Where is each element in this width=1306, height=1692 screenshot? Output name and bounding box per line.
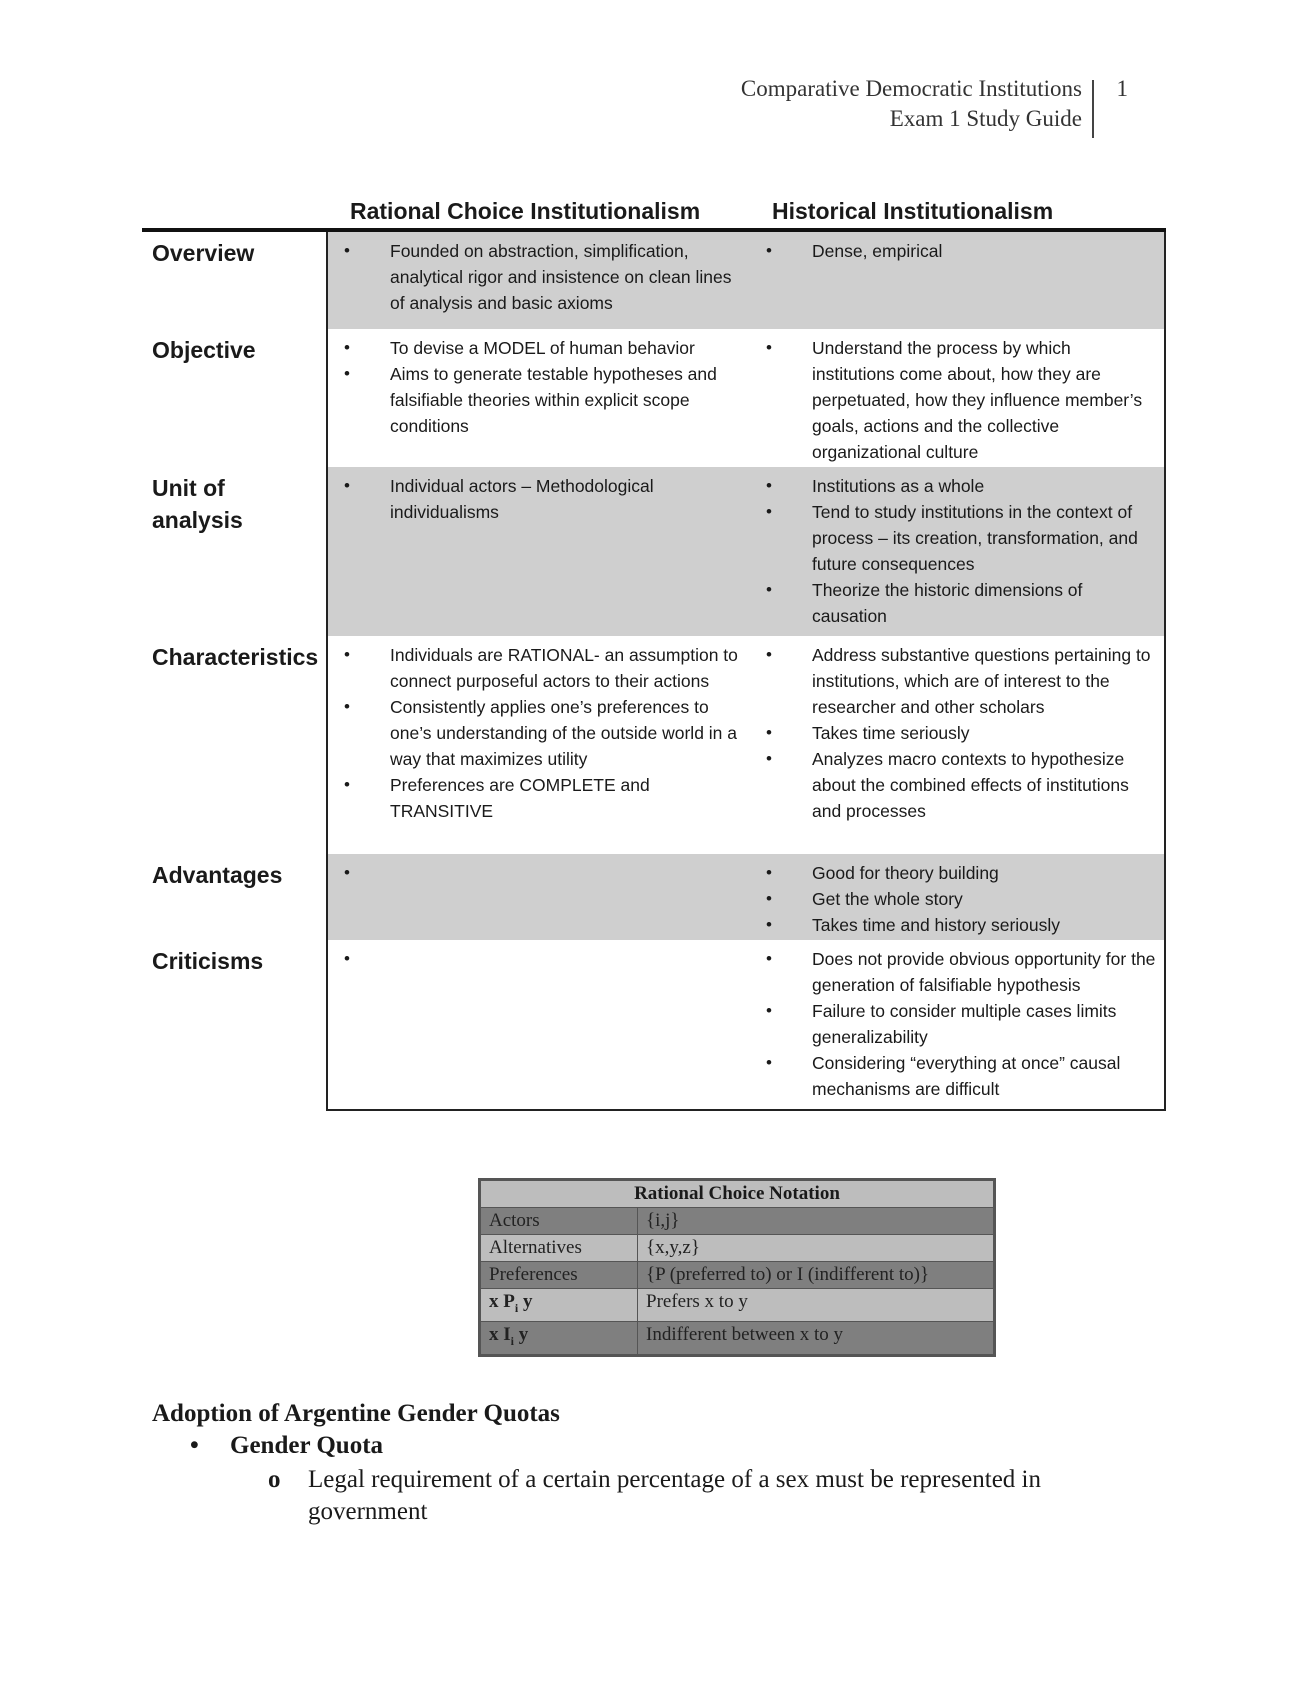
row-cells (326, 854, 1166, 940)
bullet-marker: • (766, 889, 772, 908)
row-label: Characteristics (142, 636, 326, 854)
bullet-item (750, 720, 1164, 746)
bullet-text: Preferences are COMPLETE and TRANSITIVE (390, 775, 650, 821)
bullet-item (328, 772, 750, 824)
notation-key-subscript: i (514, 1300, 519, 1315)
notation-title: Rational Choice Notation (481, 1181, 994, 1208)
bullet-text: Takes time seriously (812, 723, 970, 743)
row-label: Overview (142, 232, 326, 329)
bullet-marker: • (344, 775, 350, 794)
bullet-item (750, 642, 1164, 720)
bullet-marker: • (344, 338, 350, 357)
bullet-marker: • (766, 949, 772, 968)
cell-historical (750, 854, 1164, 940)
bullet-list (750, 238, 1164, 264)
row-cells (326, 467, 1166, 636)
bullet-text: Get the whole story (812, 889, 963, 909)
bullet-text: Understand the process by which institutions come about, how they are perpetuated, how they influence member’s goals, actions and the collective organizational culture (812, 338, 1143, 462)
notation-key (481, 1289, 638, 1322)
notation-row (481, 1235, 994, 1262)
cell-historical (750, 467, 1164, 636)
notation-key: Alternatives (481, 1235, 638, 1262)
bullet-marker: • (344, 476, 350, 495)
course-title: Comparative Democratic Institutions (740, 76, 1082, 101)
row-cells (326, 636, 1166, 854)
header-titles (741, 74, 1082, 134)
notation-key-symbol: x P (489, 1291, 515, 1312)
row-label: Unit of analysis (142, 467, 326, 636)
bullet-text: Individual actors – Methodological individualisms (390, 476, 654, 522)
bullet-text: Good for theory building (812, 863, 999, 883)
bullet-list (750, 642, 1164, 824)
comparison-row (142, 636, 1166, 854)
bullet-item (328, 335, 750, 361)
bullet-text: Aims to generate testable hypotheses and falsifiable theories within explicit scope conditions (390, 364, 717, 436)
bullet-text: To devise a MODEL of human behavior (390, 338, 695, 358)
bullet-item (750, 886, 1164, 912)
cell-historical (750, 636, 1164, 854)
bullet-list (328, 642, 750, 824)
comparison-row (142, 467, 1166, 636)
bullet-marker: • (766, 915, 772, 934)
bullet-text: Does not provide obvious opportunity for the generation of falsifiable hypothesis (812, 949, 1156, 995)
notation-table (478, 1178, 996, 1357)
bullet-marker: • (766, 580, 772, 599)
bullet-item (750, 1050, 1164, 1102)
bullet-list (328, 238, 750, 316)
row-label: Advantages (142, 854, 326, 940)
comparison-column-headers (142, 198, 1166, 228)
column-header-historical: Historical Institutionalism (772, 198, 1054, 224)
notation-key (481, 1321, 638, 1354)
notation-value: Indifferent between x to y (638, 1321, 994, 1354)
bullet-marker: • (766, 645, 772, 664)
row-label: Criticisms (142, 940, 326, 1109)
bullet-item (152, 1430, 1152, 1462)
row-cells (326, 232, 1166, 329)
cell-rational (328, 940, 750, 1109)
bullet-item (750, 946, 1164, 998)
bullet-text: Failure to consider multiple cases limits generalizability (812, 1001, 1117, 1047)
cell-historical (750, 940, 1164, 1109)
bullet-item (328, 642, 750, 694)
page-number: 1 (1116, 76, 1128, 101)
row-cells (326, 940, 1166, 1109)
bullet-item (750, 746, 1164, 824)
bullet-text: Takes time and history seriously (812, 915, 1061, 935)
cell-historical (750, 329, 1164, 467)
bullet-text: Gender Quota (230, 1432, 384, 1459)
notation-key-symbol: x I (489, 1323, 511, 1345)
bullet-item (750, 473, 1164, 499)
cell-rational (328, 329, 750, 467)
bullet-marker: • (766, 749, 772, 768)
bullet-text: Founded on abstraction, simplification, analytical rigor and insistence on clean lines of analysis and basic axioms (390, 241, 732, 313)
bullet-marker: • (190, 1432, 199, 1459)
notation-key-subscript: i (510, 1333, 514, 1348)
notation-value: {x,y,z} (638, 1235, 994, 1262)
comparison-row (142, 329, 1166, 467)
bullet-item (750, 860, 1164, 886)
notation-value: {i,j} (638, 1208, 994, 1235)
bullet-marker: • (766, 1053, 772, 1072)
cell-rational (328, 636, 750, 854)
cell-rational (328, 854, 750, 940)
bullet-item (750, 912, 1164, 938)
bullet-marker: • (766, 502, 772, 521)
notation-row (481, 1262, 994, 1289)
quota-section (152, 1398, 1152, 1528)
notation-value: Prefers x to y (638, 1289, 994, 1322)
notation-row (481, 1321, 994, 1354)
bullet-marker: • (766, 241, 772, 260)
notation-value: {P (preferred to) or I (indifferent to)} (638, 1262, 994, 1289)
header-divider (1092, 80, 1094, 138)
sub-bullet-text: Legal requirement of a certain percentage of a sex must be represented in government (308, 1466, 1041, 1525)
bullet-text: Considering “everything at once” causal mechanisms are difficult (812, 1053, 1121, 1099)
notation-key: Actors (481, 1208, 638, 1235)
bullet-marker: • (344, 645, 350, 664)
bullet-item (328, 473, 750, 525)
bullet-marker: • (766, 476, 772, 495)
bullet-item (750, 577, 1164, 629)
sub-bullet-item (152, 1464, 1152, 1528)
bullet-item (750, 335, 1164, 465)
cell-rational (328, 467, 750, 636)
bullet-text: Analyzes macro contexts to hypothesize about the combined effects of institutions and processes (812, 749, 1129, 821)
bullet-marker: • (344, 697, 350, 716)
bullet-text: Individuals are RATIONAL- an assumption to connect purposeful actors to their actions (390, 645, 738, 691)
comparison-row (142, 854, 1166, 940)
notation-row (481, 1208, 994, 1235)
notation-row (481, 1289, 994, 1322)
bullet-text: Consistently applies one’s preferences to one’s understanding of the outside world in a way that maximizes utility (390, 697, 738, 769)
bullet-marker: • (766, 338, 772, 357)
comparison-row (142, 232, 1166, 329)
bullet-item (328, 238, 750, 316)
comparison-table (142, 198, 1166, 1111)
notation-key: Preferences (481, 1262, 638, 1289)
bullet-text: Theorize the historic dimensions of causation (812, 580, 1083, 626)
bullet-marker: • (344, 863, 350, 882)
bullet-text: Address substantive questions pertaining to institutions, which are of interest to the researcher and other scholars (812, 645, 1151, 717)
bullet-text: Institutions as a whole (812, 476, 985, 496)
bullet-list (750, 946, 1164, 1102)
bullet-item (328, 361, 750, 439)
bullet-marker: • (344, 364, 350, 383)
bullet-list (750, 860, 1164, 938)
notation-key-tail: y (514, 1323, 529, 1345)
bullet-marker: • (344, 241, 350, 260)
sub-bullet-marker: o (268, 1466, 281, 1493)
bullet-list (328, 473, 750, 525)
bullet-item (750, 998, 1164, 1050)
bullet-text: Dense, empirical (812, 241, 943, 261)
row-label: Objective (142, 329, 326, 467)
column-header-rational: Rational Choice Institutionalism (350, 198, 701, 224)
bullet-item (328, 694, 750, 772)
bullet-marker: • (766, 863, 772, 882)
bullet-marker: • (766, 723, 772, 742)
row-cells (326, 329, 1166, 467)
notation-key-tail: y (518, 1291, 533, 1312)
page-header (600, 74, 1130, 140)
bullet-item (750, 499, 1164, 577)
bullet-item (750, 238, 1164, 264)
notation-rows (481, 1208, 994, 1355)
cell-rational (328, 232, 750, 329)
comparison-row (142, 940, 1166, 1109)
comparison-rows (142, 232, 1166, 1109)
bullet-text: Tend to study institutions in the context of process – its creation, transformation, and future consequences (812, 502, 1138, 574)
table-bottom-rule (326, 1109, 1166, 1111)
cell-historical (750, 232, 1164, 329)
bullet-list (328, 335, 750, 439)
bullet-marker: • (344, 949, 350, 968)
document-subtitle: Exam 1 Study Guide (889, 106, 1082, 131)
bullet-list (750, 335, 1164, 465)
section-heading: Adoption of Argentine Gender Quotas (152, 1400, 560, 1427)
bullet-marker: • (766, 1001, 772, 1020)
bullet-list (750, 473, 1164, 629)
